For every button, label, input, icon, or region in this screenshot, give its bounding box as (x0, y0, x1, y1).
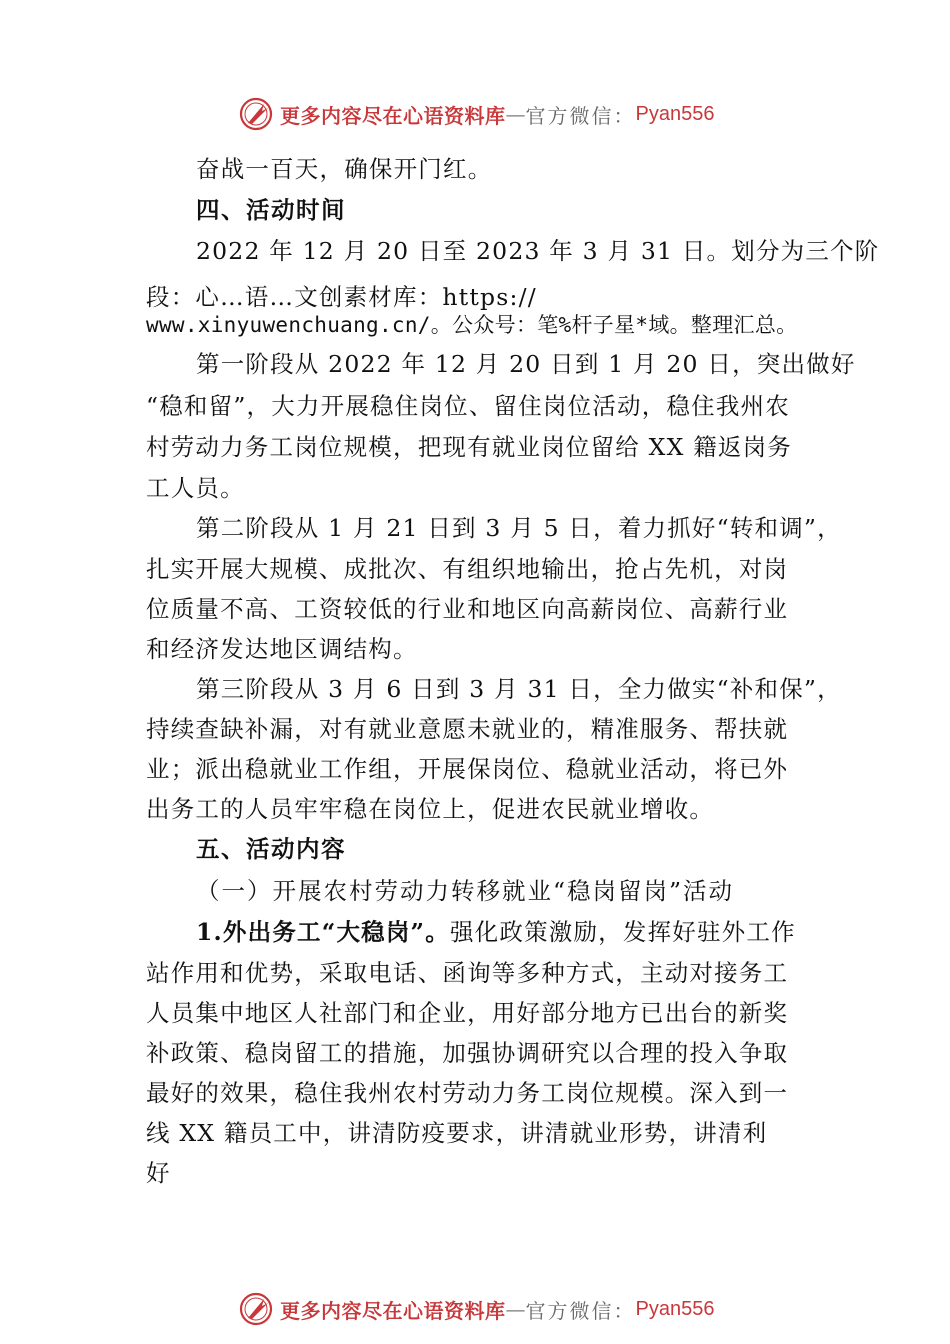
footer-banner (238, 1289, 714, 1329)
item-title: 1.外出务工“大稳岗”。 (196, 918, 450, 946)
text-line: 奋战一百天，确保开门红。 (196, 155, 493, 183)
text-line: 第一阶段从 2022 年 12 月 20 日到 1 月 20 日，突出做好 (196, 350, 856, 378)
banner-wechat-label: 官方微信： (525, 1298, 636, 1323)
banner-separator: — (505, 102, 526, 126)
text-line: 村劳动力务工岗位规模，把现有就业岗位留给 XX 籍返岗务 (146, 433, 792, 461)
text-line: 补政策、稳岗留工的措施，加强协调研究以合理的投入争取 (146, 1039, 789, 1067)
banner-wechat-id: Pyan556 (635, 102, 715, 125)
text-line: 持续查缺补漏，对有就业意愿未就业的，精准服务、帮扶就 (146, 715, 789, 743)
text-line (196, 916, 796, 948)
text-line: 业；派出稳就业工作组，开展保岗位、稳就业活动，将已外 (146, 755, 789, 783)
text-line: 站作用和优势，采取电话、函询等多种方式，主动对接务工 (146, 959, 789, 987)
quill-seal-icon (238, 1291, 274, 1327)
quill-seal-icon (238, 96, 274, 132)
text-line: 工人员。 (146, 474, 245, 502)
banner-main-text: 更多内容尽在心语资料库 (280, 1298, 506, 1323)
text-line: 和经济发达地区调结构。 (146, 635, 418, 663)
item-text: 强化政策激励，发挥好驻外工作 (449, 918, 796, 946)
subsection-heading: （一）开展农村劳动力转移就业“稳岗留岗”活动 (196, 877, 735, 905)
section-heading-5: 五、活动内容 (196, 835, 346, 863)
text-line: 出务工的人员牢牢稳在岗位上，促进农民就业增收。 (146, 795, 715, 823)
section-heading-4: 四、活动时间 (196, 196, 346, 224)
banner-main-text: 更多内容尽在心语资料库 (280, 103, 506, 128)
text-line: 线 XX 籍员工中，讲清防疫要求，讲清就业形势，讲清利 (146, 1119, 768, 1147)
text-line: 段：心…语…文创素材库：https:// (146, 283, 537, 311)
banner-wechat-id: Pyan556 (635, 1297, 715, 1320)
text-line: “稳和留”，大力开展稳住岗位、留住岗位活动，稳住我州农 (146, 392, 790, 420)
banner-separator: — (505, 1297, 526, 1321)
banner-wechat-label: 官方微信： (525, 103, 636, 128)
text-line: 第二阶段从 1 月 21 日到 3 月 5 日，着力抓好“转和调”， (196, 514, 842, 542)
text-line: 2022 年 12 月 20 日至 2023 年 3 月 31 日。划分为三个阶 (196, 237, 880, 265)
text-line: 好 (146, 1159, 171, 1187)
text-line: 位质量不高、工资较低的行业和地区向高薪岗位、高薪行业 (146, 595, 789, 623)
text-line: 最好的效果，稳住我州农村劳动力务工岗位规模。深入到一 (146, 1079, 789, 1107)
text-line: 人员集中地区人社部门和企业，用好部分地方已出台的新奖 (146, 999, 789, 1027)
text-line: 扎实开展大规模、成批次、有组织地输出，抢占先机，对岗 (146, 555, 789, 583)
text-line: 第三阶段从 3 月 6 日到 3 月 31 日，全力做实“补和保”， (196, 675, 842, 703)
watermark-line: www.xinyuwenchuang.cn/。公众号：笔%杆子星*域。整理汇总。 (146, 313, 798, 337)
header-banner (238, 94, 714, 134)
